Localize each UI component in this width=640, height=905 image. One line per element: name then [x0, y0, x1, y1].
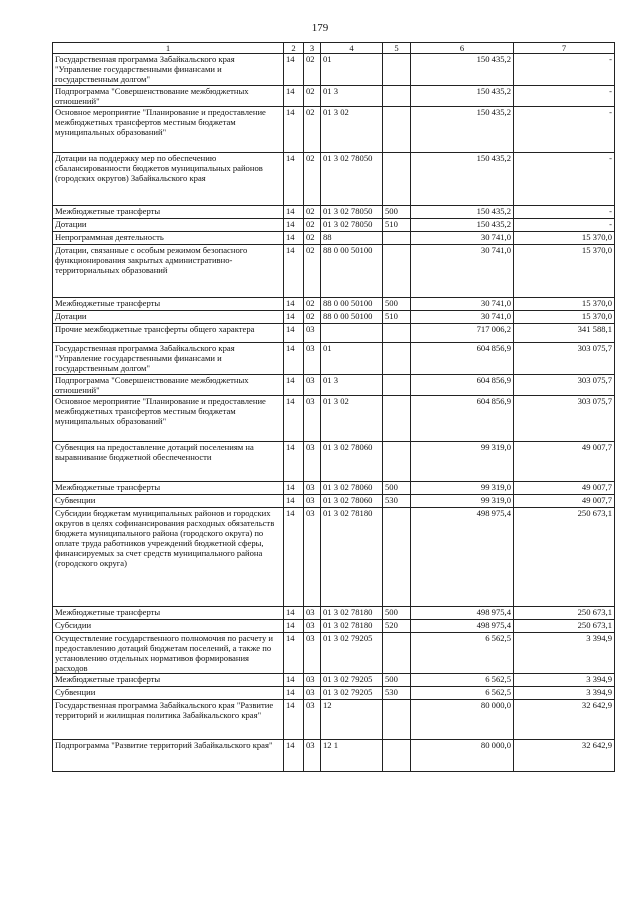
amount-year-1: 30 741,0 — [411, 298, 514, 311]
row-name: Подпрограмма "Совершенствование межбюджетных отношений" — [53, 86, 284, 107]
section-code: 14 — [284, 633, 304, 674]
subsection-code: 02 — [304, 219, 321, 232]
target-article-code — [321, 324, 383, 343]
subsection-code: 02 — [304, 298, 321, 311]
expense-type-code — [383, 232, 411, 245]
row-name: Прочие межбюджетные трансферты общего характера — [53, 324, 284, 343]
amount-year-1: 150 435,2 — [411, 54, 514, 86]
table-row — [53, 343, 615, 375]
section-code: 14 — [284, 482, 304, 495]
target-article-code: 01 — [321, 343, 383, 375]
table-row — [53, 153, 615, 206]
expense-type-code: 530 — [383, 687, 411, 700]
section-code: 14 — [284, 54, 304, 86]
amount-year-1: 498 975,4 — [411, 508, 514, 607]
section-code: 14 — [284, 343, 304, 375]
expense-type-code — [383, 245, 411, 298]
row-name: Межбюджетные трансферты — [53, 206, 284, 219]
row-name: Осуществление государственного полномочия по расчету и предоставлению дотаций бюджетам поселений, а также по установлению отдельных нормативов формирования расходов — [53, 633, 284, 674]
table-row — [53, 311, 615, 324]
amount-year-1: 80 000,0 — [411, 700, 514, 740]
target-article-code: 01 3 02 79205 — [321, 674, 383, 687]
table-row — [53, 620, 615, 633]
row-name: Межбюджетные трансферты — [53, 674, 284, 687]
expense-type-code — [383, 740, 411, 772]
row-name: Субвенция на предоставление дотаций поселениям на выравнивание бюджетной обеспеченности — [53, 442, 284, 482]
amount-year-2: 32 642,9 — [514, 740, 615, 772]
target-article-code: 01 3 — [321, 86, 383, 107]
column-header: 6 — [411, 43, 514, 54]
amount-year-2: - — [514, 86, 615, 107]
table-row — [53, 508, 615, 607]
amount-year-1: 80 000,0 — [411, 740, 514, 772]
amount-year-1: 30 741,0 — [411, 245, 514, 298]
column-header: 1 — [53, 43, 284, 54]
target-article-code: 12 — [321, 700, 383, 740]
target-article-code: 01 3 02 78050 — [321, 153, 383, 206]
amount-year-2: 15 370,0 — [514, 311, 615, 324]
target-article-code: 88 0 00 50100 — [321, 298, 383, 311]
expense-type-code — [383, 375, 411, 396]
budget-table — [52, 42, 615, 772]
expense-type-code — [383, 343, 411, 375]
amount-year-1: 30 741,0 — [411, 311, 514, 324]
row-name: Межбюджетные трансферты — [53, 482, 284, 495]
table-row — [53, 633, 615, 674]
subsection-code: 03 — [304, 607, 321, 620]
subsection-code: 02 — [304, 311, 321, 324]
target-article-code: 01 3 02 78050 — [321, 206, 383, 219]
section-code: 14 — [284, 107, 304, 153]
expense-type-code — [383, 54, 411, 86]
section-code: 14 — [284, 206, 304, 219]
subsection-code: 03 — [304, 324, 321, 343]
amount-year-2: - — [514, 54, 615, 86]
row-name: Основное мероприятие "Планирование и предоставление межбюджетных трансфертов местным бюджетам муниципальных образований" — [53, 107, 284, 153]
row-name: Межбюджетные трансферты — [53, 298, 284, 311]
amount-year-2: 15 370,0 — [514, 298, 615, 311]
column-header: 7 — [514, 43, 615, 54]
expense-type-code: 500 — [383, 206, 411, 219]
expense-type-code — [383, 86, 411, 107]
section-code: 14 — [284, 687, 304, 700]
expense-type-code: 530 — [383, 495, 411, 508]
section-code: 14 — [284, 232, 304, 245]
subsection-code: 03 — [304, 482, 321, 495]
amount-year-1: 6 562,5 — [411, 674, 514, 687]
column-header: 3 — [304, 43, 321, 54]
target-article-code: 01 3 02 — [321, 107, 383, 153]
section-code: 14 — [284, 495, 304, 508]
row-name: Субвенции — [53, 687, 284, 700]
amount-year-1: 150 435,2 — [411, 219, 514, 232]
table-row — [53, 375, 615, 396]
section-code: 14 — [284, 219, 304, 232]
amount-year-1: 717 006,2 — [411, 324, 514, 343]
row-name: Государственная программа Забайкальского края "Управление государственными финансами и государственным долгом" — [53, 54, 284, 86]
expense-type-code: 520 — [383, 620, 411, 633]
amount-year-1: 99 319,0 — [411, 482, 514, 495]
section-code: 14 — [284, 508, 304, 607]
expense-type-code — [383, 396, 411, 442]
row-name: Дотации — [53, 219, 284, 232]
subsection-code: 03 — [304, 620, 321, 633]
amount-year-2: 49 007,7 — [514, 495, 615, 508]
subsection-code: 02 — [304, 54, 321, 86]
amount-year-2: 32 642,9 — [514, 700, 615, 740]
target-article-code: 01 3 02 78060 — [321, 482, 383, 495]
section-code: 14 — [284, 324, 304, 343]
table-row — [53, 298, 615, 311]
subsection-code: 03 — [304, 495, 321, 508]
amount-year-1: 150 435,2 — [411, 153, 514, 206]
subsection-code: 03 — [304, 700, 321, 740]
target-article-code: 01 3 02 78180 — [321, 508, 383, 607]
table-row — [53, 107, 615, 153]
section-code: 14 — [284, 607, 304, 620]
section-code: 14 — [284, 740, 304, 772]
row-name: Дотации на поддержку мер по обеспечению сбалансированности бюджетов муниципальных районов (городских округов) Забайкальского края — [53, 153, 284, 206]
section-code: 14 — [284, 298, 304, 311]
subsection-code: 03 — [304, 740, 321, 772]
table-row — [53, 396, 615, 442]
subsection-code: 02 — [304, 107, 321, 153]
target-article-code: 01 3 — [321, 375, 383, 396]
target-article-code: 01 3 02 78060 — [321, 442, 383, 482]
amount-year-2: 303 075,7 — [514, 375, 615, 396]
expense-type-code — [383, 324, 411, 343]
amount-year-2: 49 007,7 — [514, 442, 615, 482]
amount-year-1: 99 319,0 — [411, 442, 514, 482]
amount-year-1: 498 975,4 — [411, 620, 514, 633]
table-row — [53, 86, 615, 107]
amount-year-1: 604 856,9 — [411, 396, 514, 442]
table-row — [53, 482, 615, 495]
amount-year-2: 303 075,7 — [514, 396, 615, 442]
row-name: Межбюджетные трансферты — [53, 607, 284, 620]
target-article-code: 88 0 00 50100 — [321, 245, 383, 298]
amount-year-1: 99 319,0 — [411, 495, 514, 508]
section-code: 14 — [284, 86, 304, 107]
amount-year-1: 6 562,5 — [411, 633, 514, 674]
target-article-code: 12 1 — [321, 740, 383, 772]
subsection-code: 02 — [304, 153, 321, 206]
subsection-code: 03 — [304, 343, 321, 375]
row-name: Субсидии бюджетам муниципальных районов и городских округов в целях софинансирования расходных обязательств бюджета муниципального района (городского округа) по оплате труда работников учреждений бюджетной сферы, финансируемых за счет средств муниципального района (городского округа) — [53, 508, 284, 607]
expense-type-code — [383, 442, 411, 482]
amount-year-2: - — [514, 107, 615, 153]
target-article-code: 88 0 00 50100 — [321, 311, 383, 324]
target-article-code: 01 3 02 78060 — [321, 495, 383, 508]
table-header-row — [53, 43, 615, 54]
amount-year-2: - — [514, 219, 615, 232]
row-name: Субвенции — [53, 495, 284, 508]
row-name: Подпрограмма "Совершенствование межбюджетных отношений" — [53, 375, 284, 396]
target-article-code: 01 3 02 78180 — [321, 620, 383, 633]
section-code: 14 — [284, 245, 304, 298]
expense-type-code: 500 — [383, 674, 411, 687]
table-row — [53, 674, 615, 687]
row-name: Дотации — [53, 311, 284, 324]
row-name: Дотации, связанные с особым режимом безопасного функционирования закрытых административно-территориальных образований — [53, 245, 284, 298]
expense-type-code — [383, 508, 411, 607]
amount-year-1: 604 856,9 — [411, 343, 514, 375]
table-row — [53, 740, 615, 772]
amount-year-2: 250 673,1 — [514, 620, 615, 633]
column-header: 4 — [321, 43, 383, 54]
section-code: 14 — [284, 375, 304, 396]
amount-year-1: 30 741,0 — [411, 232, 514, 245]
amount-year-2: - — [514, 153, 615, 206]
amount-year-2: - — [514, 206, 615, 219]
section-code: 14 — [284, 620, 304, 633]
subsection-code: 02 — [304, 232, 321, 245]
amount-year-2: 49 007,7 — [514, 482, 615, 495]
target-article-code: 01 3 02 79205 — [321, 633, 383, 674]
amount-year-1: 150 435,2 — [411, 86, 514, 107]
expense-type-code — [383, 107, 411, 153]
target-article-code: 01 3 02 79205 — [321, 687, 383, 700]
table-row — [53, 232, 615, 245]
table-row — [53, 442, 615, 482]
section-code: 14 — [284, 396, 304, 442]
subsection-code: 03 — [304, 442, 321, 482]
row-name: Подпрограмма "Развитие территорий Забайкальского края" — [53, 740, 284, 772]
table-row — [53, 700, 615, 740]
table-row — [53, 607, 615, 620]
table-row — [53, 687, 615, 700]
row-name: Непрограммная деятельность — [53, 232, 284, 245]
column-header: 5 — [383, 43, 411, 54]
table-row — [53, 324, 615, 343]
table-row — [53, 495, 615, 508]
subsection-code: 02 — [304, 245, 321, 298]
table-row — [53, 206, 615, 219]
subsection-code: 03 — [304, 674, 321, 687]
expense-type-code: 510 — [383, 311, 411, 324]
amount-year-2: 250 673,1 — [514, 508, 615, 607]
row-name: Государственная программа Забайкальского края "Развитие территорий и жилищная политика Забайкальского края" — [53, 700, 284, 740]
target-article-code: 01 3 02 — [321, 396, 383, 442]
subsection-code: 03 — [304, 633, 321, 674]
table-row — [53, 245, 615, 298]
subsection-code: 02 — [304, 86, 321, 107]
expense-type-code: 500 — [383, 482, 411, 495]
target-article-code: 88 — [321, 232, 383, 245]
amount-year-1: 150 435,2 — [411, 206, 514, 219]
section-code: 14 — [284, 700, 304, 740]
amount-year-2: 15 370,0 — [514, 245, 615, 298]
amount-year-2: 3 394,9 — [514, 674, 615, 687]
row-name: Основное мероприятие "Планирование и предоставление межбюджетных трансфертов местным бюджетам муниципальных образований" — [53, 396, 284, 442]
section-code: 14 — [284, 153, 304, 206]
amount-year-1: 498 975,4 — [411, 607, 514, 620]
page-number: 179 — [311, 22, 329, 34]
table-row — [53, 219, 615, 232]
subsection-code: 03 — [304, 508, 321, 607]
expense-type-code: 500 — [383, 607, 411, 620]
subsection-code: 03 — [304, 375, 321, 396]
target-article-code: 01 — [321, 54, 383, 86]
target-article-code: 01 3 02 78180 — [321, 607, 383, 620]
amount-year-1: 150 435,2 — [411, 107, 514, 153]
amount-year-1: 6 562,5 — [411, 687, 514, 700]
expense-type-code: 510 — [383, 219, 411, 232]
row-name: Субсидии — [53, 620, 284, 633]
subsection-code: 03 — [304, 396, 321, 442]
amount-year-2: 15 370,0 — [514, 232, 615, 245]
row-name: Государственная программа Забайкальского края "Управление государственными финансами и государственным долгом" — [53, 343, 284, 375]
amount-year-2: 303 075,7 — [514, 343, 615, 375]
expense-type-code — [383, 633, 411, 674]
target-article-code: 01 3 02 78050 — [321, 219, 383, 232]
amount-year-2: 341 588,1 — [514, 324, 615, 343]
amount-year-2: 3 394,9 — [514, 633, 615, 674]
subsection-code: 02 — [304, 206, 321, 219]
expense-type-code: 500 — [383, 298, 411, 311]
section-code: 14 — [284, 674, 304, 687]
amount-year-2: 250 673,1 — [514, 607, 615, 620]
table-row — [53, 54, 615, 86]
amount-year-2: 3 394,9 — [514, 687, 615, 700]
section-code: 14 — [284, 442, 304, 482]
expense-type-code — [383, 700, 411, 740]
amount-year-1: 604 856,9 — [411, 375, 514, 396]
section-code: 14 — [284, 311, 304, 324]
column-header: 2 — [284, 43, 304, 54]
expense-type-code — [383, 153, 411, 206]
subsection-code: 03 — [304, 687, 321, 700]
